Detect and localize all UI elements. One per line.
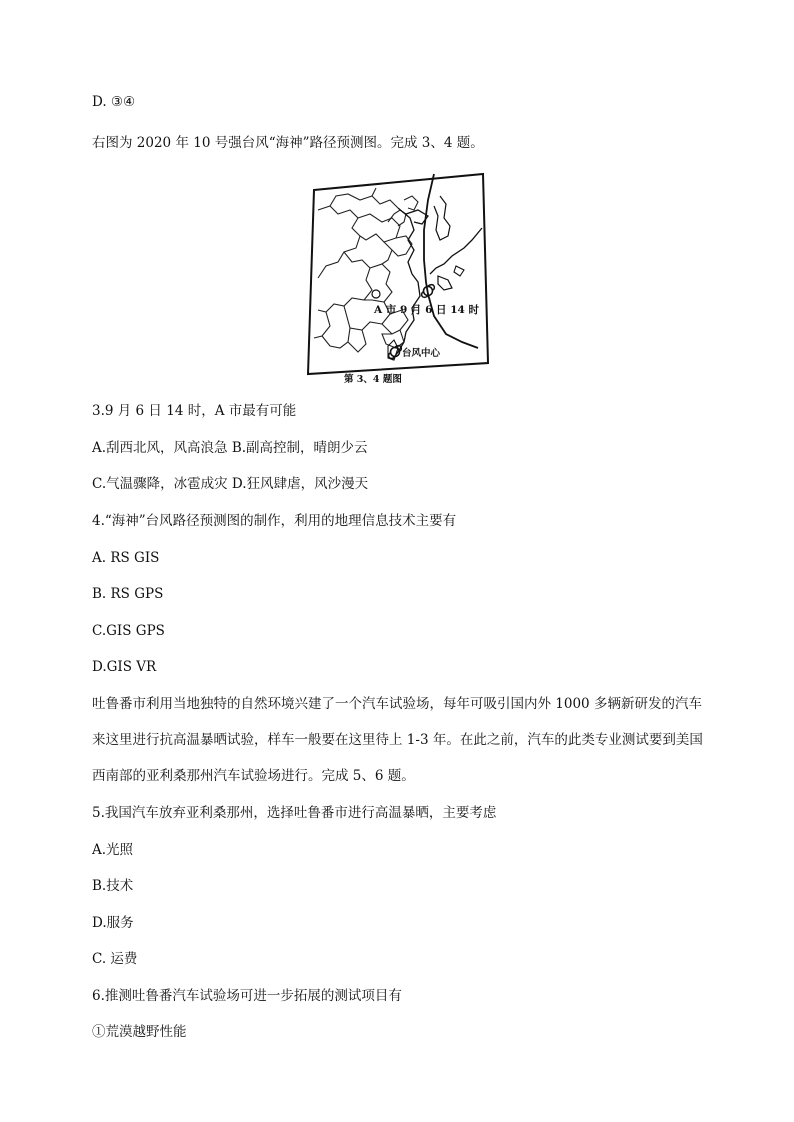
intro-text: 右图为 2020 年 10 号强台风“海神”路径预测图。完成 3、4 题。 — [92, 135, 484, 151]
question-5: 5.我国汽车放弃亚利桑那州，选择吐鲁番市进行高温暴晒，主要考虑 — [92, 805, 497, 821]
question-6: 6.推测吐鲁番汽车试验场可进一步拓展的测试项目有 — [92, 988, 402, 1004]
city-a-marker — [372, 290, 380, 298]
question-6-option-1: ①荒漠越野性能 — [92, 1024, 187, 1040]
question-4-option-a: A. RS GIS — [92, 550, 160, 566]
question-4-option-c: C.GIS GPS — [92, 623, 165, 639]
question-5-option-c: C. 运费 — [92, 951, 138, 967]
question-5-option-d: D.服务 — [92, 915, 134, 931]
question-5-option-a: A.光照 — [92, 842, 134, 858]
question-3-options-ab: A.刮西北风，风高浪急 B.副高控制，晴朗少云 — [92, 440, 368, 456]
typhoon-map — [300, 170, 496, 384]
question-4: 4.“海神”台风路径预测图的制作，利用的地理信息技术主要有 — [92, 513, 457, 529]
question-4-option-d: D.GIS VR — [92, 659, 157, 675]
question-3: 3.9 月 6 日 14 时，A 市最有可能 — [92, 403, 297, 419]
passage-text: 吐鲁番市利用当地独特的自然环境兴建了一个汽车试验场，每年可吸引国内外 1000 多辆新研发的汽车来这里进行抗高温暴晒试验，样车一般要在这里待上 1-3 年。在此之前，汽车的此类专业测试要到美国西南部的亚利桑那州汽车试验场进行。完成 5、6 题。 — [92, 696, 703, 784]
legend-label: 台风中心 — [402, 348, 441, 359]
option-d-prev: D. ③④ — [92, 94, 136, 110]
map-caption: 第 3、4 题图 — [344, 374, 402, 384]
question-3-options-cd: C.气温骤降，冰雹成灾 D.狂风肆虐，风沙漫天 — [92, 476, 369, 492]
question-5-option-b: B.技术 — [92, 878, 134, 894]
typhoon-map-svg — [300, 170, 496, 384]
city-a-label: A 市 9 月 6 日 14 时 — [374, 304, 479, 316]
question-4-option-b: B. RS GPS — [92, 586, 164, 602]
